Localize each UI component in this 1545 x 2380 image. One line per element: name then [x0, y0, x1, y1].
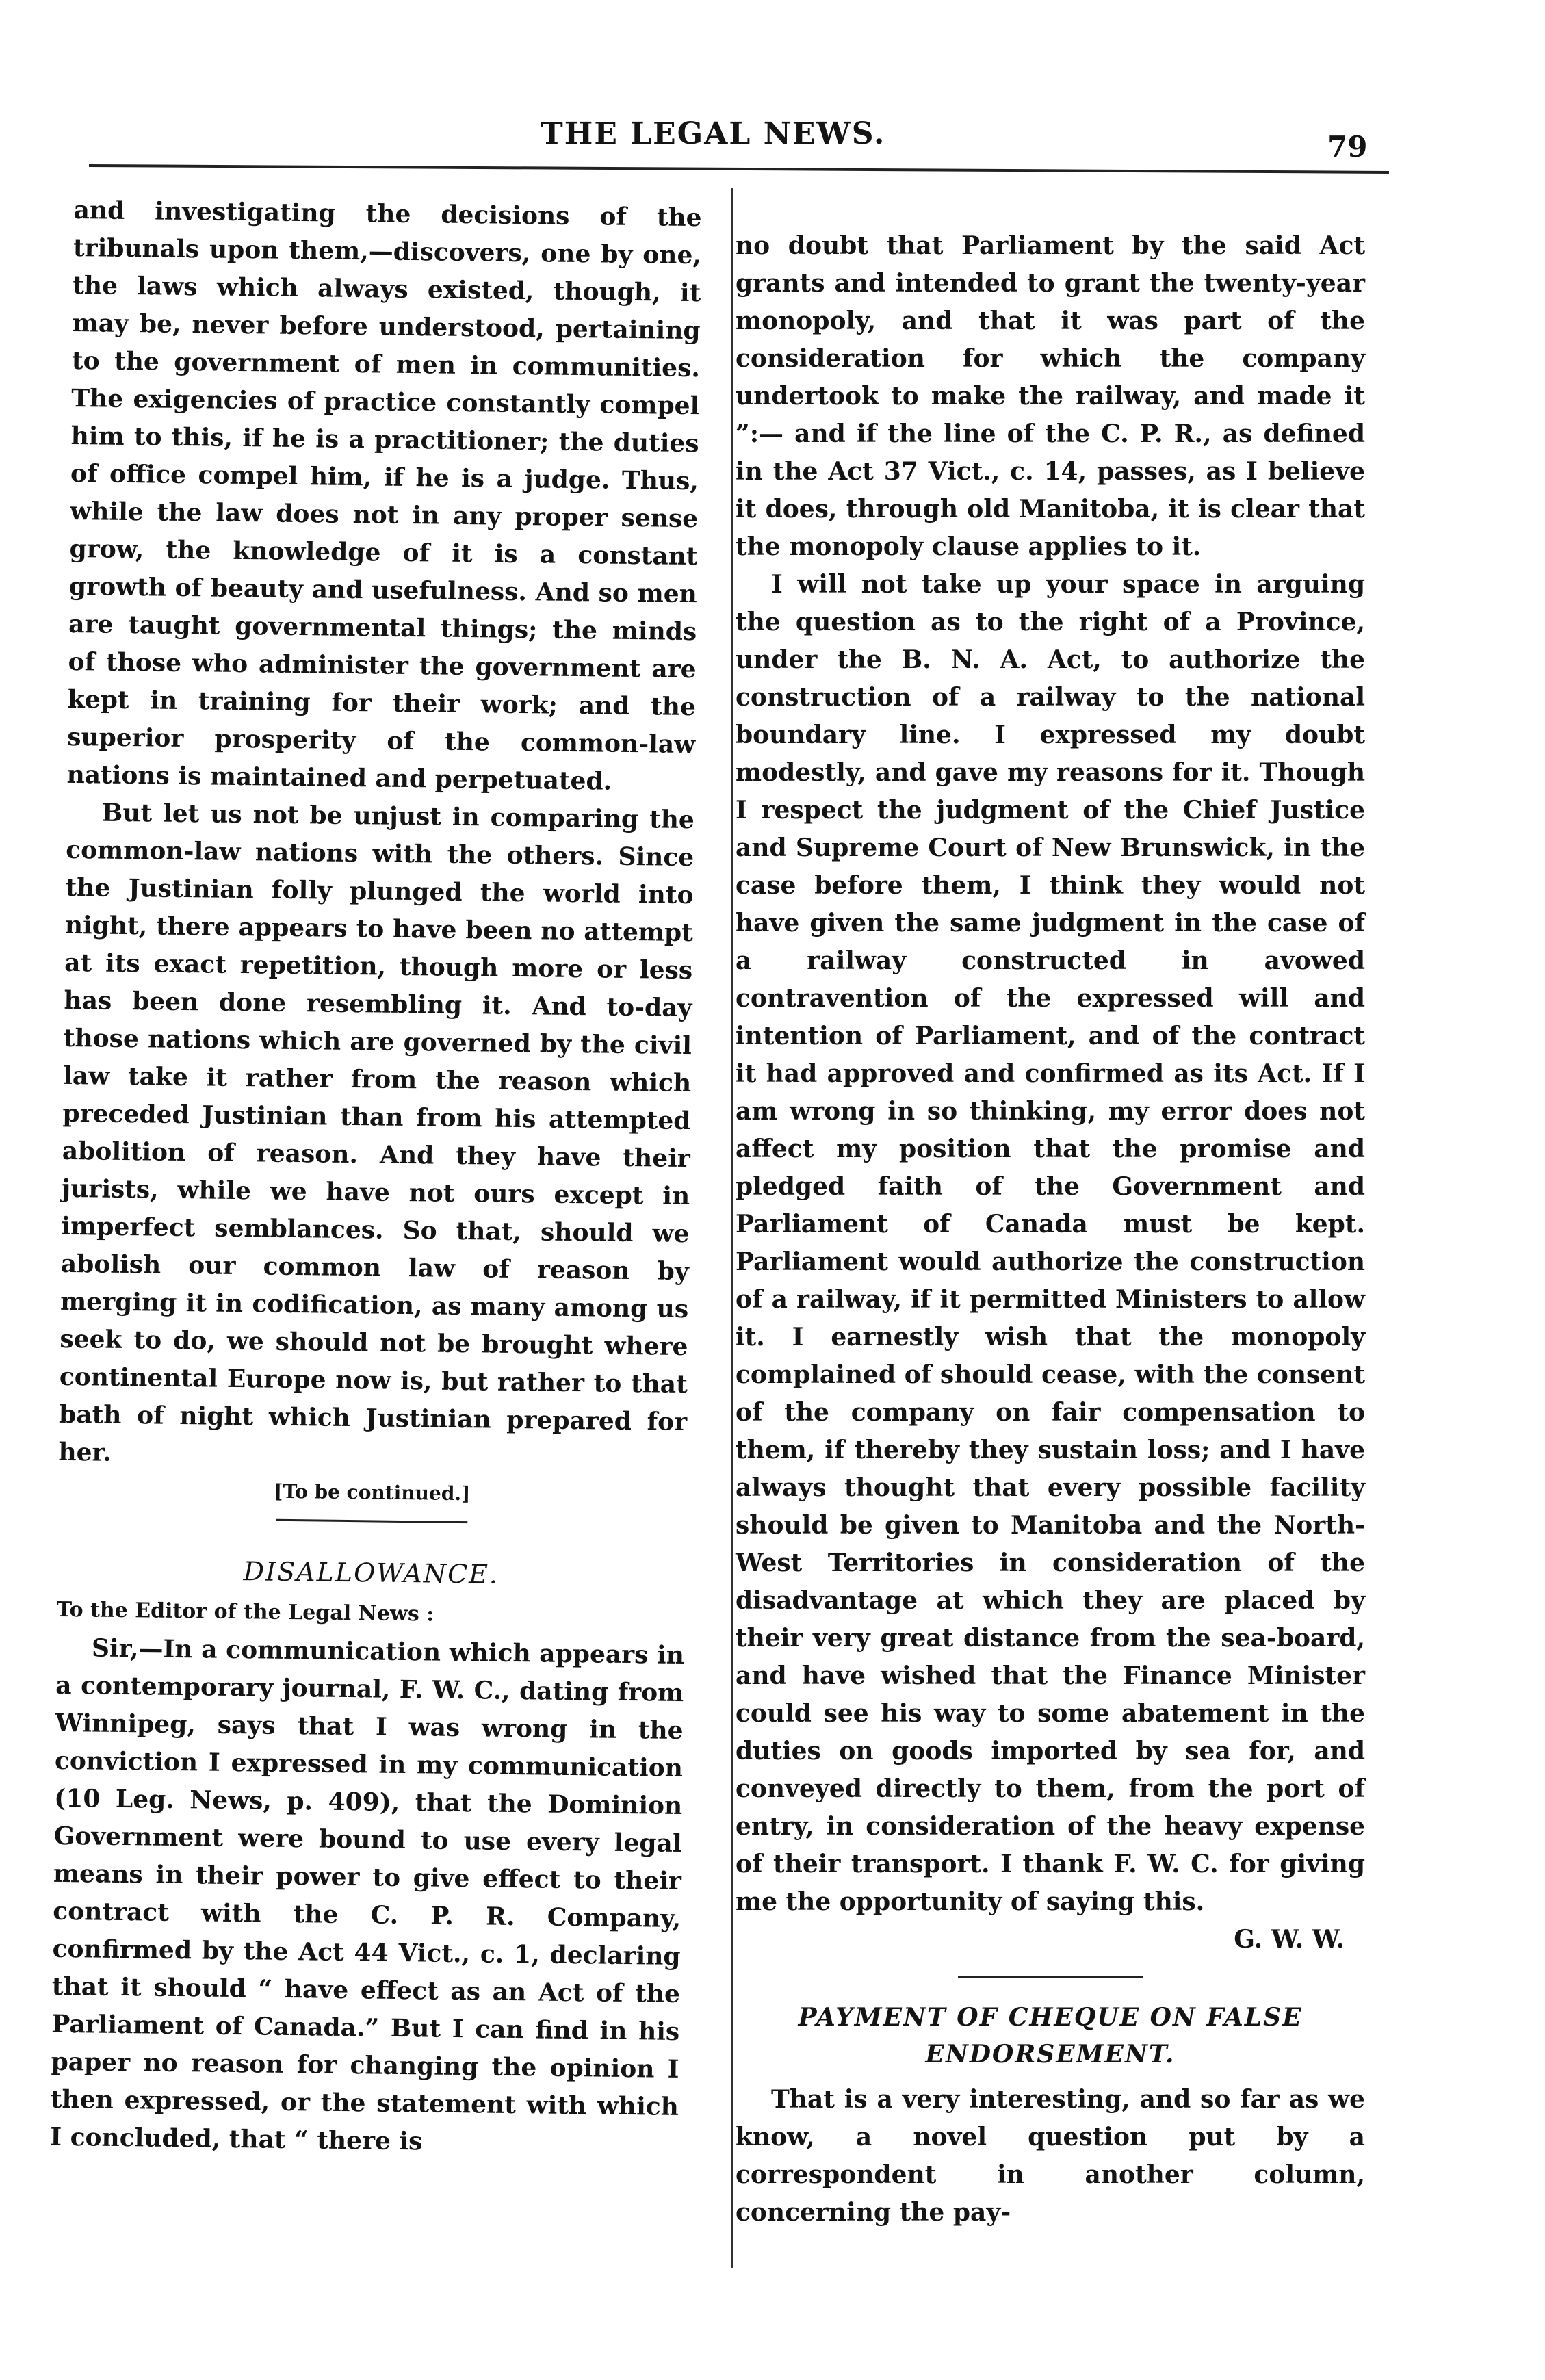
section-rule — [276, 1519, 467, 1523]
right-paragraph-2: I will not take up your space in arguing the question as to the right of a Province, under the B. N. A. Act, to authorize the construction of a railway to the national boundary line. I expressed my doubt modestly, and gave my reasons for it. Though I respect the judgment of the Chief Justice and Supreme Court of New Brunswick, in the case before them, I think they would not have given the same judgment in the case of a railway constructed in avowed contravention of the expressed will and intention of Parliament, and of the contract it had approved and confirmed as its Act. If I am wrong in so thinking, my error does not affect my position that the promise and pledged faith of the Government and Parliament of Canada must be kept. Parliament would authorize the construction of a railway, if it permitted Ministers to allow it. I earnestly wish that the monopoly complained of should cease, with the consent of the company on fair compensation to them, if thereby they sustain loss; and I have always thought that every possible facility should be given to Manitoba and the North-West Territories in consideration of the disadvantage at which they are placed by their very great distance from the sea-board, and have wished that the Finance Minister could see his way to some abatement in the duties on goods imported by sea for, and conveyed directly to them, from the port of entry, in consideration of the heavy expense of their transport. I thank F. W. C. for giving me the opportunity of saying this. — [736, 570, 1365, 1916]
left-column — [50, 192, 702, 2164]
to-be-continued-note: [To be continued.] — [274, 1479, 471, 1505]
right-paragraph-3: That is a very interesting, and so far as we know, a novel question put by a correspondent in another column, concerning the pay- — [736, 2085, 1365, 2227]
journal-title: THE LEGAL NEWS. — [541, 116, 886, 151]
left-paragraph-3: Sir,—In a communication which appears in a contemporary journal, F. W. C., dating from Winnipeg, says that I was wrong in the conviction I expressed in my communication (10 Leg. News, p. 409), that the Dominion Government were bound to use every legal means in their power to give effect to their contract with the C. P. R. Company, confirmed by the Act 44 Vict., c. 1, declaring that it should “ have effect as an Act of the Parliament of Canada.” But I can find in his paper no reason for changing the opinion I then expressed, or the statement with which I concluded, that “ there is — [50, 1633, 685, 2156]
running-header — [68, 116, 1368, 164]
header-rule — [89, 164, 1389, 174]
letter-addressee: To the Editor of the Legal News : — [56, 1597, 434, 1627]
disallowance-heading: DISALLOWANCE. — [243, 1556, 499, 1590]
letter-signature: G. W. W. — [1234, 1925, 1345, 1954]
left-paragraph-1: and investigating the decisions of the tribunals upon them,—discovers, one by one, the laws which always existed, though, it may be, never before understood, pertaining to the government of men in communities. The exigencies of practice constantly compel him to this, if he is a practitioner; the duties of office compel him, if he is a judge. Thus, while the law does not in any proper sense grow, the knowledge of it is a constant growth of beauty and usefulness. And so men are taught governmental things; the minds of those who administer the government are kept in training for their work; and the superior prosperity of the common-law nations is maintained and perpetuated. — [66, 195, 702, 796]
page-number: 79 — [1327, 130, 1368, 164]
right-column — [736, 227, 1365, 2232]
column-divider — [731, 188, 733, 2268]
left-paragraph-2: But let us not be unjust in comparing the common-law nations with the others. Since the Justinian folly plunged the world into night, there appears to have been no attempt at its exact repetition, though more or less has been done resembling it. And to-day those nations which are governed by the civil law take it rather from the reason which preceded Justinian than from his attempted abolition of reason. And they have their jurists, while we have not ours except in imperfect semblances. So that, should we abolish our common law of reason by merging it in codification, as many among us seek to do, we should not be brought where continental Europe now is, but rather to that bath of night which Justinian prepared for her. — [58, 798, 695, 1467]
payment-of-cheque-heading: PAYMENT OF CHEQUE ON FALSE ENDORSEMENT. — [798, 2003, 1303, 2069]
right-paragraph-1: no doubt that Parliament by the said Act grants and intended to grant the twenty-year monopoly, and that it was part of the consideration for which the company undertook to make the railway, and made it ”:— and if the line of the C. P. R., as defined in the Act 37 Vict., c. 14, passes, as I believe it does, through old Manitoba, it is clear that the monopoly clause applies to it. — [736, 231, 1365, 561]
section-rule-right — [958, 1976, 1143, 1978]
